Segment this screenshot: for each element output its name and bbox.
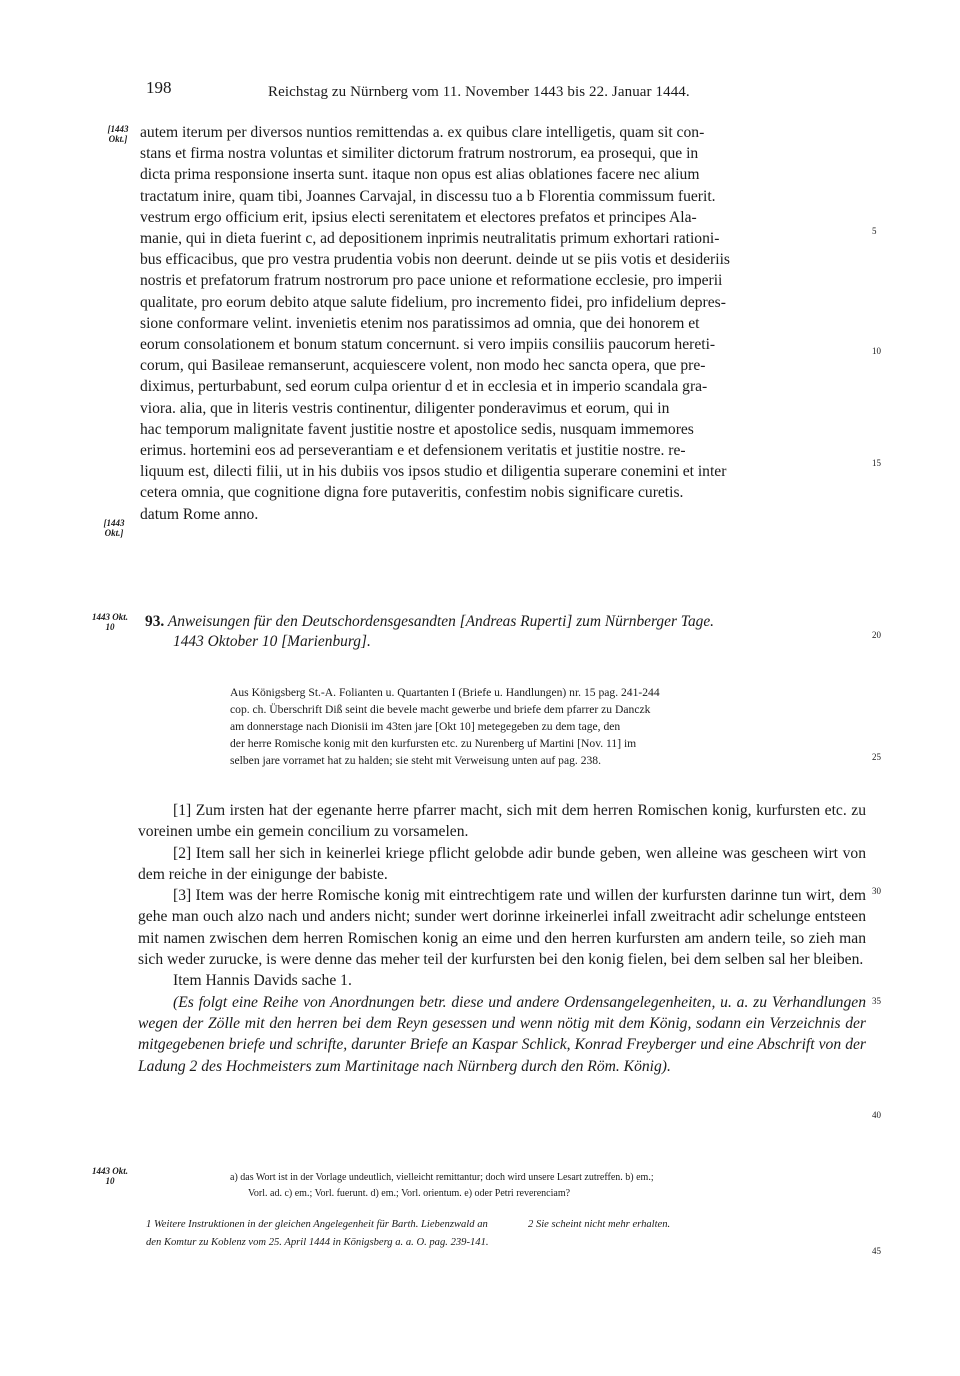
footnote-2: 2 Sie scheint nicht mehr erhalten. bbox=[528, 1219, 671, 1230]
letter-line: autem iterum per diversos nuntios remittendas a. ex quibus clare intelligetis, quam sit con- bbox=[140, 124, 705, 141]
line-number-40: 40 bbox=[872, 1110, 881, 1120]
instruction-paragraph-3: [3] Item was der herre Romische konig mit eintrechtigem rate und willen der kurfursten darinne tun wirt, dem gehe man ouch alzo nach und anders nicht; sunder wert dorinne irkeinerlei infall zweitracht adir schelunge entsteen mit namen zwischen dem herren Romischen konig an eime und den herren kurfursten am andern teile, so zieh man sich weder zurucke, is were denne das meher teil der kurfursten bei den konig fielen, bei dem selben sal her bleiben. bbox=[138, 887, 866, 969]
section-title-line1: Anweisungen für den Deutschordensgesandten [Andreas Ruperti] zum Nürnberger Tage. bbox=[167, 613, 715, 630]
instruction-paragraph-1: [1] Zum irsten hat der egenante herre pfarrer macht, sich mit dem herren Romischen konig, kurfursten etc. zu voreinen umbe ein gemein concilium zu vorsamelen. bbox=[138, 802, 866, 841]
letter-line: stans et firma nostra voluntas et similiter dictorum fratrum nostrorum, ea prosequi, que in bbox=[140, 145, 699, 163]
source-line: cop. ch. Überschrift Diß seint die bevele macht gewerbe und briefe dem pfarrer zu Danczk bbox=[230, 703, 651, 716]
letter-line: liquum est, dilecti filii, ut in his dubiis vos ipsos studio et diligentia superare conemini et inter bbox=[140, 463, 727, 481]
letter-line: hac temporum malignitate favent justitie nostre et apostolice sedis, nusquam immemores bbox=[140, 420, 694, 438]
critical-apparatus bbox=[230, 1170, 870, 1202]
instruction-paragraph-4: Item Hannis Davids sache 1. bbox=[173, 972, 352, 990]
instruction-paragraph-2: [2] Item sall her sich in keinerlei kriege pflicht gelobde adir bunde geben, wen alleine was gescheen wirt von dem reiche in der einigunge der babiste. bbox=[138, 844, 866, 883]
line-number-35: 35 bbox=[872, 996, 881, 1006]
section-heading bbox=[145, 612, 865, 652]
section-title-line2: 1443 Oktober 10 [Marienburg]. bbox=[173, 633, 371, 650]
critical-note-line: a) das Wort ist in der Vorlage undeutlich, vielleicht remittantur; doch wird unsere Lesart zutreffen. b) em.; bbox=[230, 1172, 654, 1183]
line-number-30: 30 bbox=[872, 886, 881, 896]
letter-line: cetera omnia, que cognitione digna fore putaveritis, confestim nobis significare curetis. bbox=[140, 484, 684, 502]
letter-line: sione conformare velint. invenietis etenim nos paratissimos ad omnia, que dei honorem et bbox=[140, 314, 700, 332]
letter-line: viora. alia, que in literis vestris continentur, diligenter ponderavimus et eorum, qui in bbox=[140, 399, 670, 417]
footnote-1: 1 Weitere Instruktionen in der gleichen Angelegenheit für Barth. Liebenzwald an den Komtur zu Koblenz vom 25. April 1444 in Königsberg a. a. O. pag. 239-141. bbox=[146, 1219, 489, 1248]
letter-line: corum, qui Basileae remanserunt, acquiescere volent, non modo hec sancta opera, que pre- bbox=[140, 357, 706, 375]
margin-date-top: [1443 Okt.] bbox=[107, 124, 129, 144]
source-line: am donnerstage nach Dionisii im 43ten jare [Okt 10] metegegeben zu dem tage, den bbox=[230, 720, 621, 733]
margin-date-footnotes: 1443 Okt. 10 bbox=[92, 1166, 128, 1186]
page-number: 198 bbox=[146, 78, 172, 97]
source-note bbox=[230, 684, 866, 769]
margin-date-mid: [1443 Okt.] bbox=[103, 518, 125, 538]
margin-date-section: 1443 Okt. 10 bbox=[92, 612, 128, 632]
letter-line: manie, qui in dieta fuerint c, ad depositionem inprimis neutralitatis primum exhortari rationi- bbox=[140, 230, 720, 248]
editorial-summary: (Es folgt eine Reihe von Anordnungen betr. diese und andere Ordensangelegenheiten, u. a. zu Verhandlungen wegen der Zölle mit den herren bei dem Reyn gesessen und wenn nötig mit dem König, sodann ein Verzeichnis der mitgegebenen briefe und schrifte, darunter Briefe an Kaspar Schlick, Konrad Freyberger und eine Abschrift von der Ladung 2 des Hochmeisters zum Martinitage nach Nürnberg durch den Röm. König). bbox=[138, 993, 866, 1075]
line-number-25: 25 bbox=[872, 752, 881, 762]
source-line: selben jare vorramet hat zu halden; sie steht mit Verweisung unten auf pag. 238. bbox=[230, 754, 601, 767]
line-number-20: 20 bbox=[872, 630, 881, 640]
letter-line: vestrum ergo officium erit, ipsius electi serenitatem et electores prefatos et principes Ala- bbox=[140, 208, 697, 226]
line-number-45: 45 bbox=[872, 1246, 881, 1256]
source-line: Aus Königsberg St.-A. Folianten u. Quartanten I (Briefe u. Handlungen) nr. 15 pag. 241-244 bbox=[230, 686, 660, 699]
letter-line: bus efficacibus, que pro vestra prudentia vobis non deerunt. deinde ut se piis votis et desideriis bbox=[140, 251, 730, 269]
critical-note-line: Vorl. ad. c) em.; Vorl. fuerunt. d) em.; Vorl. orientum. e) oder Petri reverenciam? bbox=[248, 1188, 571, 1199]
line-number-10: 10 bbox=[872, 346, 881, 356]
running-title: Reichstag zu Nürnberg vom 11. November 1443 bis 22. Januar 1444. bbox=[268, 84, 690, 100]
line-number-15: 15 bbox=[872, 458, 881, 468]
letter-line: erimus. hortemini eos ad perseverantiam e et defensionem veritatis et justitie nostre. re- bbox=[140, 442, 686, 460]
source-line: der herre Romische konig mit den kurfursten etc. zu Nurenberg uf Martini [Nov. 11] im bbox=[230, 737, 637, 750]
letter-line: qualitate, pro eorum debito atque salute fidelium, pro incremento fidei, pro infidelium depres- bbox=[140, 293, 726, 311]
section-number: 93. bbox=[145, 613, 165, 630]
letter-line: nostris et prefatorum fratrum nostrorum pro pace unione et reformatione ecclesie, pro imperii bbox=[140, 272, 723, 290]
letter-line: diximus, perturbabunt, sed eorum culpa orientur d et in ecclesia et in imperio scandala gra- bbox=[140, 378, 708, 396]
line-number-5: 5 bbox=[872, 226, 877, 236]
letter-line: dicta prima responsione inserta sunt. itaque non opus est alias oblationes facere nec alium bbox=[140, 166, 700, 184]
letter-line: datum Rome anno. bbox=[140, 505, 259, 523]
instructions-text bbox=[138, 800, 866, 1077]
letter-line: eorum consolationem et bonum statum concernunt. si vero impiis consiliis paucorum hereti- bbox=[140, 336, 716, 354]
letter-text bbox=[140, 122, 868, 525]
letter-line: tractatum inire, quam tibi, Joannes Carvajal, in discessu tuo a b Florentia commissum fuerit. bbox=[140, 187, 716, 205]
